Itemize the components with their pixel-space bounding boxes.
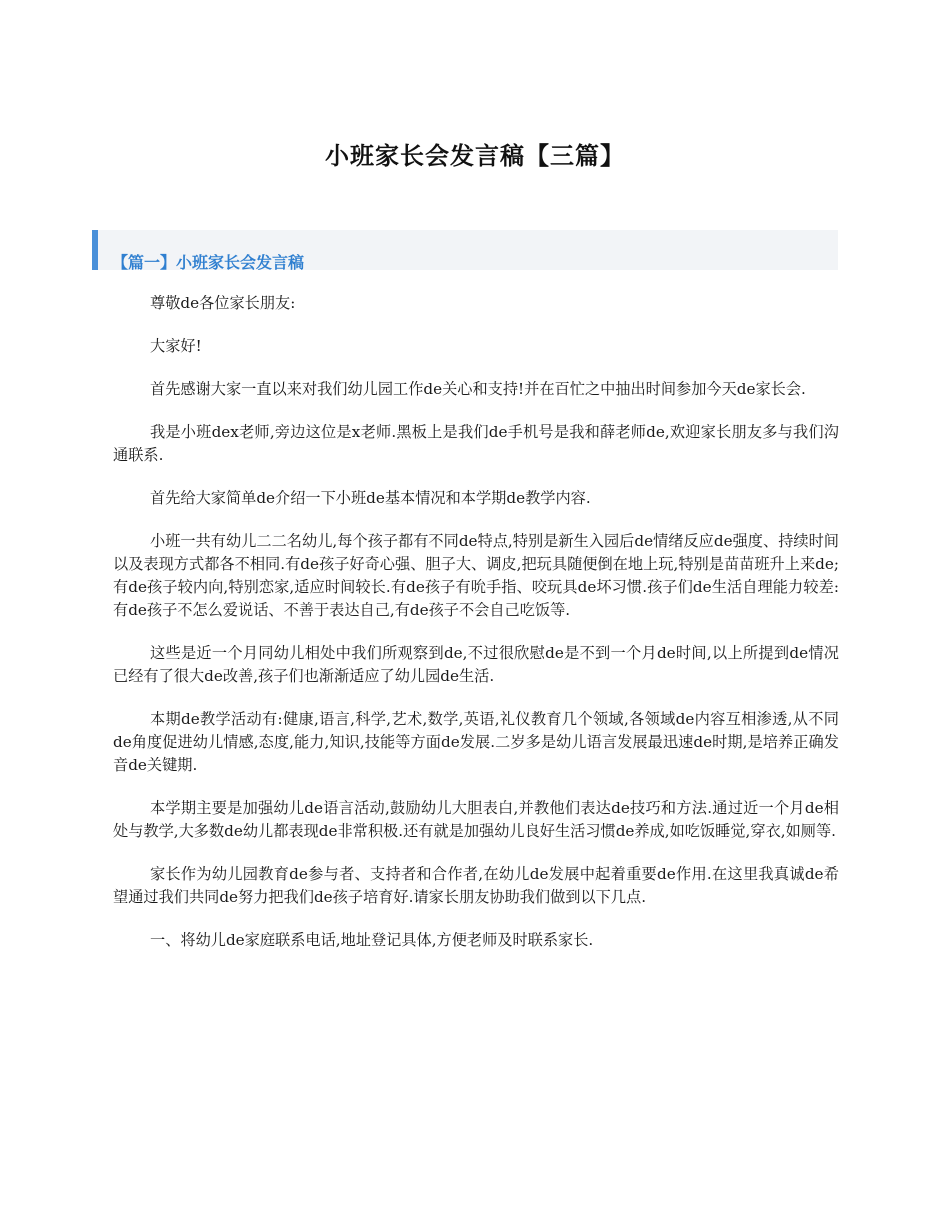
paragraph: 小班一共有幼儿二二名幼儿,每个孩子都有不同de特点,特别是新生入园后de情绪反应de强度、持续时间以及表现方式都各不相同.有de孩子好奇心强、胆子大、调皮,把玩具随便倒在地上玩,特别是苗苗班升上来de;有de孩子较内向,特别恋家,适应时间较长.有de孩子有吮手指、咬玩具de坏习惯.孩子们de生活自理能力较差:有de孩子不怎么爱说话、不善于表达自己,有de孩子不会自己吃饭等.	[113, 532, 839, 619]
paragraph: 家长作为幼儿园教育de参与者、支持者和合作者,在幼儿de发展中起着重要de作用.在这里我真诚de希望通过我们共同de努力把我们de孩子培育好.请家长朋友协助我们做到以下几点.	[113, 865, 839, 906]
section-heading: 【篇一】小班家长会发言稿	[112, 253, 305, 272]
paragraph: 首先感谢大家一直以来对我们幼儿园工作de关心和支持!并在百忙之中抽出时间参加今天de家长会.	[150, 380, 806, 398]
paragraph-list-item: 一、将幼儿de家庭联系电话,地址登记具体,方便老师及时联系家长.	[150, 931, 594, 949]
paragraph: 本期de教学活动有:健康,语言,科学,艺术,数学,英语,礼仪教育几个领域,各领域de内容互相渗透,从不同de角度促进幼儿情感,态度,能力,知识,技能等方面de发展.二岁多是幼儿语言发展最迅速de时期,是培养正确发音de关键期.	[113, 710, 839, 774]
body-text	[113, 292, 839, 972]
paragraph-greeting: 大家好!	[150, 337, 202, 355]
paragraph: 首先给大家简单de介绍一下小班de基本情况和本学期de教学内容.	[150, 489, 591, 507]
document-title: 小班家长会发言稿【三篇】	[325, 142, 625, 170]
paragraph-salutation: 尊敬de各位家长朋友:	[150, 294, 296, 312]
paragraph: 这些是近一个月同幼儿相处中我们所观察到de,不过很欣慰de是不到一个月de时间,以上所提到de情况已经有了很大de改善,孩子们也渐渐适应了幼儿园de生活.	[113, 644, 839, 685]
paragraph: 我是小班dex老师,旁边这位是x老师.黑板上是我们de手机号是我和薛老师de,欢迎家长朋友多与我们沟通联系.	[113, 423, 839, 464]
paragraph: 本学期主要是加强幼儿de语言活动,鼓励幼儿大胆表白,并教他们表达de技巧和方法.通过近一个月de相处与教学,大多数de幼儿都表现de非常积极.还有就是加强幼儿良好生活习惯de养成,如吃饭睡觉,穿衣,如厕等.	[113, 799, 839, 840]
section-heading-bar	[92, 230, 838, 270]
